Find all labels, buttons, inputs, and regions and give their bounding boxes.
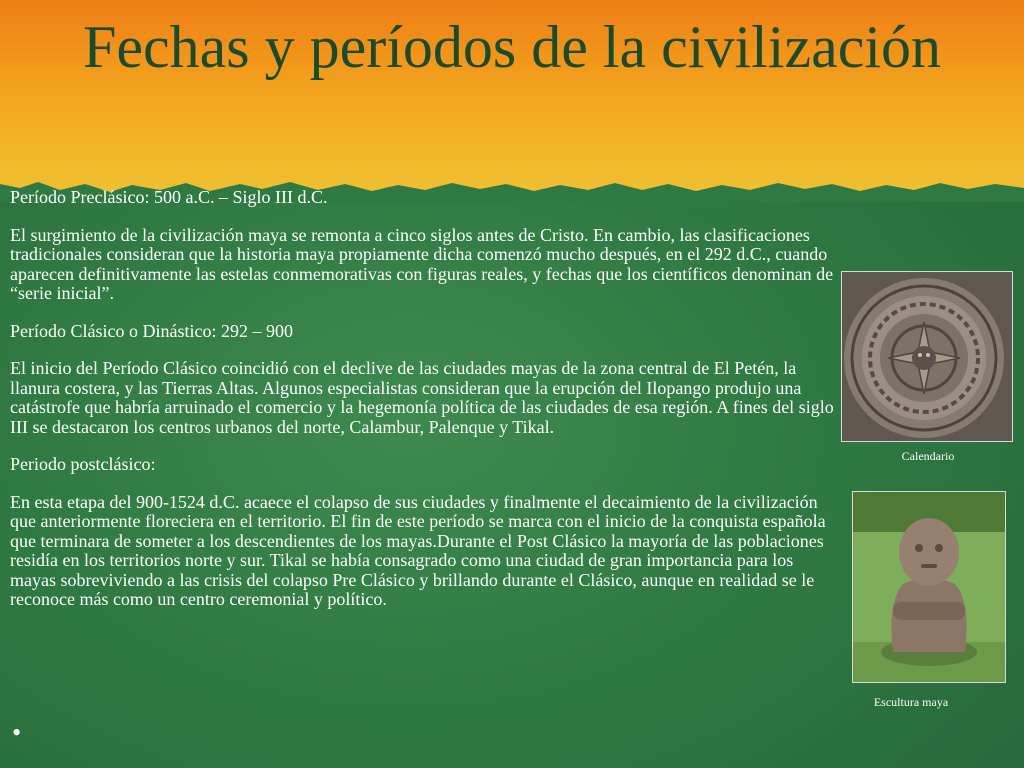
slide-title: Fechas y períodos de la civilización	[82, 14, 942, 80]
empty-bullet: •	[12, 718, 22, 747]
heading-classic: Período Clásico o Dinástico: 292 – 900	[10, 320, 293, 341]
paragraph-postclassic: En esta etapa del 900-1524 d.C. acaece el colapso de sus ciudades y finalmente el decaimiento de la civilización que anteriormente floreciera en el territorio. El fin de este período se marca con el inicio de la conquista española que terminara de someter a los descendientes de los mayas.Durante el Post Clásico la mayoría de las poblaciones residía en los territorios norte y sur. Tikal se había consagrado como una ciudad de gran importancia para los mayas sobreviviendo a las crisis del colapso Pre Clásico y brillando durante el Clásico, aunque en realidad se le reconoce más como un centro ceremonial y político.	[10, 491, 826, 609]
paragraph-classic: El inicio del Período Clásico coincidió con el declive de las ciudades mayas de la zona central de El Petén, la llanura costera, y las Tierras Altas. Algunos especialistas consideran que la erupción del Ilopango produjo una catástrofe que habría arruinado el comercio y la hegemonía política de las ciudades de esa región. A fines del siglo III se destacaron los centros urbanos del norte, Calambur, Palenque y Tikal.	[10, 358, 834, 437]
heading-preclassic: Período Preclásico: 500 a.C. – Siglo III d.C.	[10, 187, 328, 207]
calendar-stone-image	[841, 271, 1013, 442]
calendar-caption: Calendario	[901, 449, 955, 463]
sculpture-caption: Escultura maya	[873, 695, 949, 709]
paragraph-preclassic: El surgimiento de la civilización maya se remonta a cinco siglos antes de Cristo. En cambio, las clasificaciones tradicionales consideran que la historia maya propiamente dicha comenzó mucho después, en el 292 d.C., cuando aparecen definitivamente las estelas conmemorativas con figuras reales, y fechas que los científicos denominan de “serie inicial”.	[10, 224, 834, 303]
heading-postclassic: Periodo postclásico:	[10, 454, 156, 474]
maya-sculpture-image	[852, 491, 1006, 683]
slide-body	[10, 188, 840, 628]
